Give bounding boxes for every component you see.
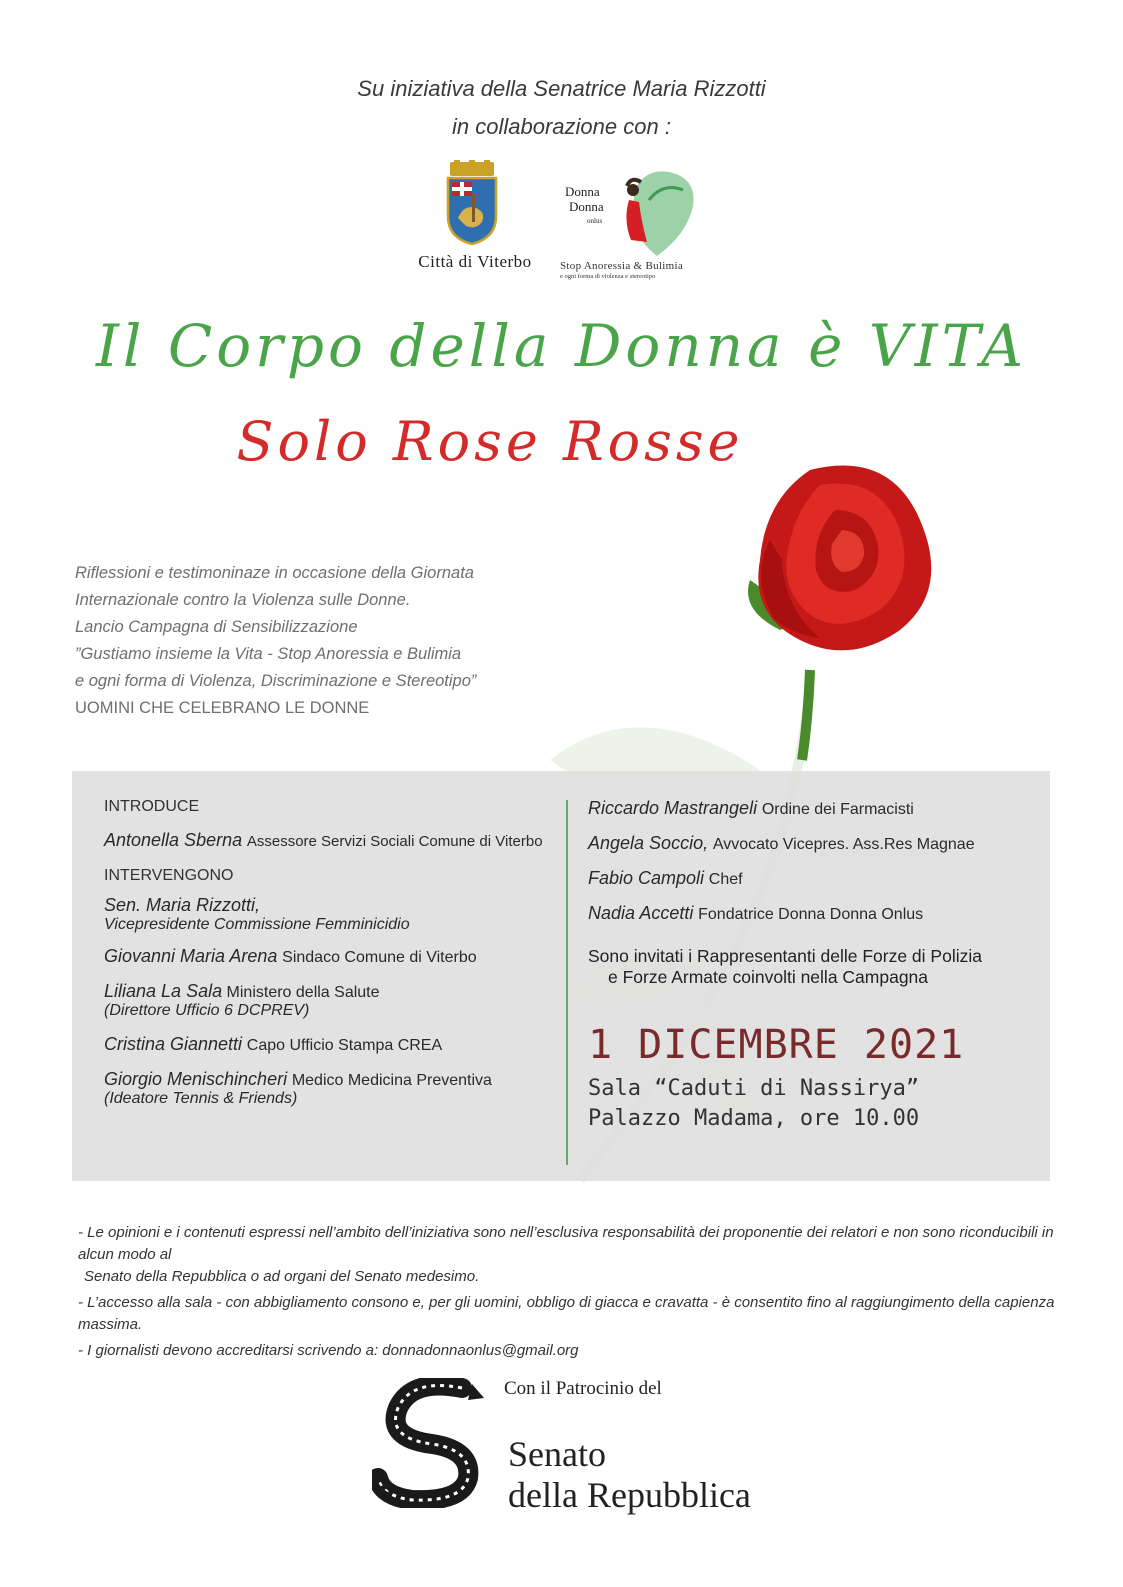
patronage-org-line1: Senato (508, 1434, 606, 1474)
program-divider (566, 800, 568, 1165)
association-suffix: onlus (587, 217, 603, 225)
association-tagline-2: e ogni forma di violenza e stereotipo (560, 273, 656, 280)
speaker-name: Giorgio Menischincheri (104, 1069, 288, 1089)
speaker-entry (104, 895, 554, 934)
description-line: e ogni forma di Violenza, Discriminazione e Stereotipo” (75, 672, 477, 690)
speaker-entry (104, 946, 554, 967)
description-line: Lancio Campagna di Sensibilizzazione (75, 618, 358, 636)
program-left-column (104, 798, 554, 1108)
speaker-entry (104, 1069, 554, 1108)
legal-notes (78, 1222, 1058, 1362)
speaker-name: Nadia Accetti (588, 903, 694, 923)
association-name-1: Donna (565, 184, 600, 199)
speaker-role: Capo Ufficio Stampa CREA (246, 1037, 443, 1054)
speaker-name: Antonella Sberna (104, 830, 243, 850)
speaker-name: Cristina Giannetti (104, 1034, 243, 1054)
speaker-name: Giovanni Maria Arena (104, 946, 278, 966)
description-tagline: UOMINI CHE CELEBRANO LE DONNE (75, 699, 370, 717)
speaker-entry (588, 903, 1038, 924)
speaker-role: Ordine dei Farmacisti (761, 801, 914, 818)
event-title: Il Corpo della Donna è VITA (95, 312, 1028, 380)
speaker-role: Ministero della Salute (222, 984, 380, 1001)
patronage-label: Con il Patrocinio del (504, 1378, 662, 1399)
speaker-role: Fondatrice Donna Donna Onlus (698, 906, 924, 923)
city-name: Città di Viterbo (418, 252, 532, 271)
event-subtitle: Solo Rose Rosse (236, 410, 744, 473)
note-line: - Le opinioni e i contenuti espressi nell’ambito dell’iniziativa sono nell’esclusiva responsabilità dei proponentie dei relatori e non sono riconducibili in alcun modo al (78, 1224, 1054, 1263)
patronage-org-line2: della Repubblica (508, 1475, 751, 1515)
invite-line: e Forze Armate coinvolti nella Campagna (608, 967, 929, 987)
introduce-label: INTRODUCE (104, 798, 200, 815)
initiative-line: Su iniziativa della Senatrice Maria Rizzotti (357, 76, 766, 101)
speaker-role: Medico Medicina Preventiva (291, 1072, 492, 1089)
venue-room: Sala “Caduti di Nassirya” (588, 1076, 920, 1101)
speaker-name: Sen. Maria Rizzotti, (104, 895, 261, 915)
note-line: - I giornalisti devono accreditarsi scrivendo a: donnadonnaonlus@gmail.org (78, 1342, 579, 1359)
speaker-name: Riccardo Mastrangeli (588, 798, 758, 818)
speaker-name: Angela Soccio, (588, 833, 709, 853)
event-date: 1 DICEMBRE 2021 (588, 1022, 965, 1068)
association-tagline-1: Stop Anoressia & Bulimia (560, 260, 684, 272)
speaker-role: Assessore Servizi Sociali Comune di Viterbo (246, 833, 543, 850)
association-name-2: Donna (569, 199, 604, 214)
description-line: ”Gustiamo insieme la Vita - Stop Anoressia e Bulimia (75, 645, 462, 663)
venue-place-time: Palazzo Madama, ore 10.00 (588, 1106, 920, 1131)
invite-line: Sono invitati i Rappresentanti delle Forze di Polizia (588, 946, 982, 966)
speaker-entry (104, 830, 554, 851)
speaker-role-detail: (Direttore Ufficio 6 DCPREV) (104, 1002, 310, 1019)
collaboration-line: in collaborazione con : (452, 114, 671, 139)
speaker-entry (104, 981, 554, 1020)
description-line: Internazionale contro la Violenza sulle Donne. (75, 591, 411, 609)
speaker-role: Sindaco Comune di Viterbo (282, 949, 477, 966)
speaker-entry (588, 833, 1038, 854)
description-line: Riflessioni e testimoninaze in occasione della Giornata (75, 564, 474, 582)
speaker-entry (588, 798, 1038, 819)
note-line: Senato della Repubblica o ad organi del Senato medesimo. (84, 1268, 480, 1285)
speaker-role: Vicepresidente Commissione Femminicidio (104, 916, 410, 933)
speaker-role: Avvocato Vicepres. Ass.Res Magnae (712, 836, 975, 853)
speaker-role-detail: (Ideatore Tennis & Friends) (104, 1090, 298, 1107)
event-description (75, 560, 545, 722)
speaker-entry (588, 868, 1038, 889)
program-right-column (588, 798, 1038, 1134)
speaker-name: Fabio Campoli (588, 868, 705, 888)
speaker-name: Liliana La Sala (104, 981, 223, 1001)
intervengono-label: INTERVENGONO (104, 867, 234, 884)
speaker-role: Chef (708, 871, 743, 888)
viterbo-crest-icon (442, 160, 502, 246)
speaker-entry (104, 1034, 554, 1055)
note-line: - L’accesso alla sala - con abbigliamento consono e, per gli uomini, obbligo di giacca e cravatta - è consentito fino al raggiungimento della capienza massima. (78, 1294, 1055, 1333)
senate-emblem-icon (372, 1378, 492, 1508)
